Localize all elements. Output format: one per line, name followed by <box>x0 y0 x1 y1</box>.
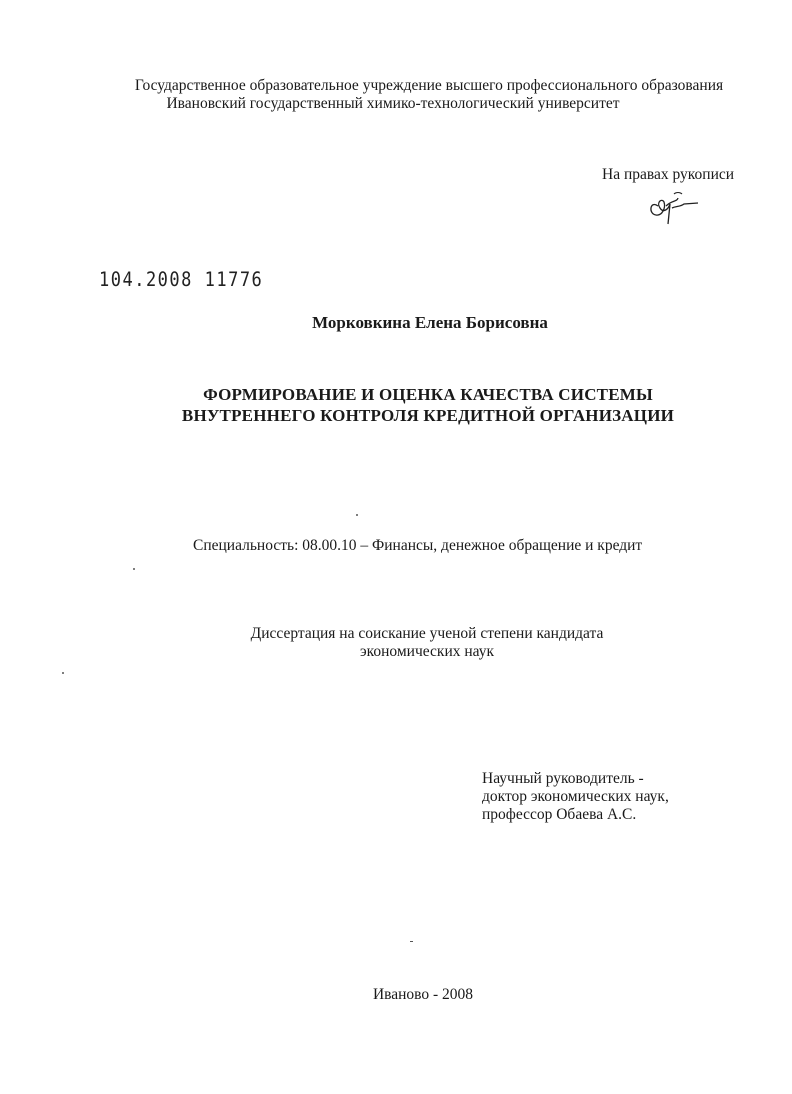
supervisor-line-2: доктор экономических наук, <box>482 788 669 805</box>
city-year: Иваново - 2008 <box>372 986 474 1003</box>
rights-note: На правах рукописи <box>602 166 735 183</box>
scan-speck <box>62 672 64 674</box>
dissertation-line-2: экономических наук <box>359 643 495 660</box>
title-line-2: ВНУТРЕННЕГО КОНТРОЛЯ КРЕДИТНОЙ ОРГАНИЗАЦИИ <box>181 406 675 425</box>
supervisor-line-3: профессор Обаева А.С. <box>482 806 637 823</box>
author-name: Морковкина Елена Борисовна <box>312 313 548 332</box>
supervisor-line-1: Научный руководитель - <box>482 770 644 787</box>
scan-speck <box>133 568 135 570</box>
scan-speck <box>356 514 358 516</box>
scan-speck <box>410 941 413 942</box>
specialty: Специальность: 08.00.10 – Финансы, денежное обращение и кредит <box>193 537 643 554</box>
institution-line-1: Государственное образовательное учреждение высшего профессионального образования <box>134 77 724 94</box>
registration-number: 104.2008 11776 <box>99 268 264 292</box>
institution-line-2: Ивановский государственный химико-технологический университет <box>166 95 620 112</box>
title-line-1: ФОРМИРОВАНИЕ И ОЦЕНКА КАЧЕСТВА СИСТЕМЫ <box>203 385 653 404</box>
dissertation-line-1: Диссертация на соискание ученой степени кандидата <box>250 625 604 642</box>
signature-icon <box>644 188 702 228</box>
